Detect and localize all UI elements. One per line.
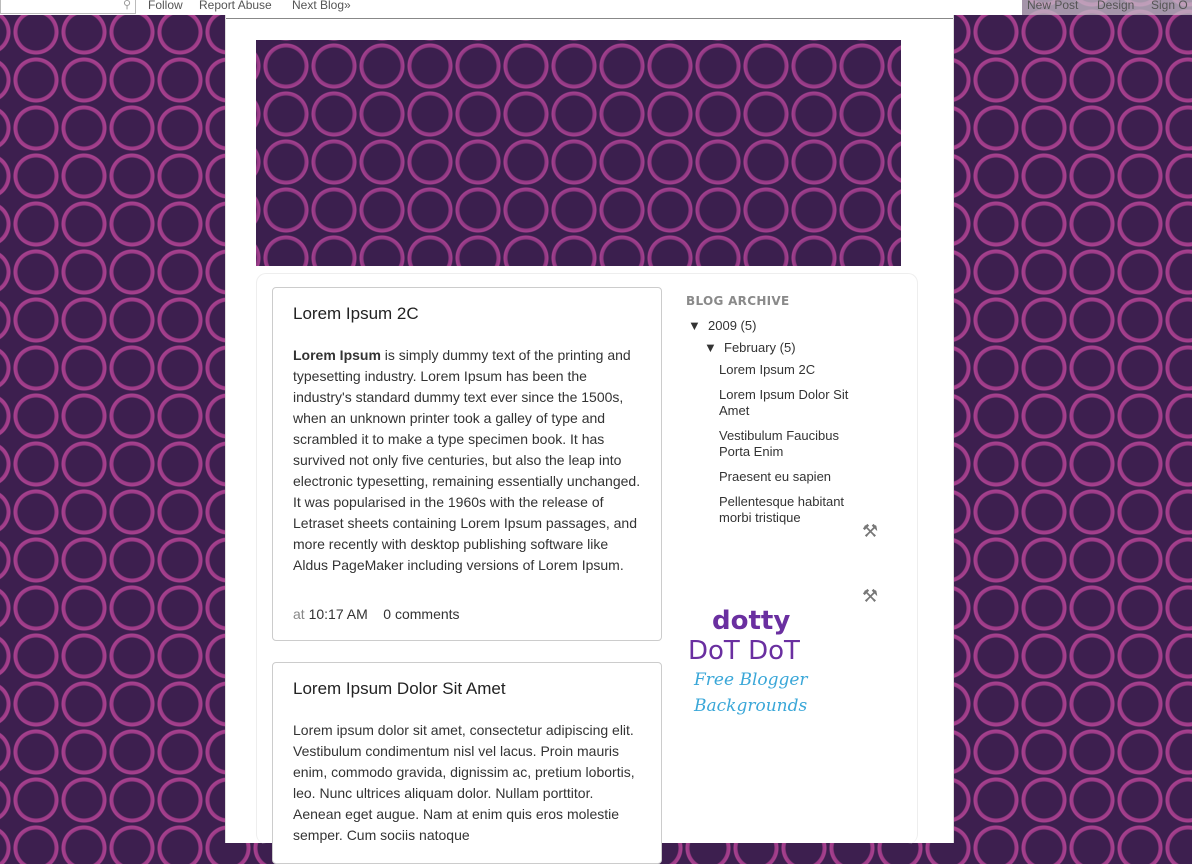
page-container	[225, 15, 954, 843]
archive-post-link[interactable]: Lorem Ipsum 2C	[719, 362, 816, 377]
edit-gadget-icon[interactable]: ⚒	[862, 586, 879, 606]
archive-post-link-label[interactable]: Vestibulum Faucibus Porta Enim	[719, 428, 839, 459]
logo-line-1: dotty	[712, 606, 791, 636]
archive-year-toggle[interactable]	[688, 318, 701, 333]
archive-month[interactable]	[724, 340, 796, 355]
post-body-text: is simply dummy text of the printing and typesetting industry. Lorem Ipsum has been the industry's standard dummy text ever since the 1500s, when an unknown printer took a galley of type and scrambled it to make a type specimen book. It has survived not only five centuries, but also the leap into electronic typesetting, remaining essentially unchanged. It was popularised in the 1960s with the release of Letraset sheets containing Lorem Ipsum passages, and more recently with desktop publishing software like Aldus PageMaker including versions of Lorem Ipsum.	[293, 347, 641, 573]
triangle-down-icon[interactable]: ▼	[704, 340, 717, 355]
post-comments-link[interactable]: 0 comments	[383, 606, 460, 622]
post-timestamp[interactable]: 10:17 AM	[308, 606, 368, 622]
post-body: Lorem ipsum dolor sit amet, consectetur adipiscing elit. Vestibulum condimentum nisl vel lacus. Proin mauris enim, commodo gravida, dignissim ac, pretium lobortis, leo. Nunc ultrices aliquam dolor. Nullam porttitor. Aenean eget augue. Nam at enim quis eros molestie semper. Cum sociis natoque	[293, 722, 635, 843]
post-footer	[293, 606, 460, 622]
archive-month-label[interactable]: February	[724, 340, 777, 355]
archive-month-toggle[interactable]	[704, 340, 717, 355]
post-title[interactable]: Lorem Ipsum Dolor Sit Amet	[293, 679, 506, 698]
search-input[interactable]	[0, 0, 136, 14]
archive-post-link[interactable]: Praesent eu sapien	[719, 469, 832, 484]
divider	[226, 18, 953, 19]
archive-post-link[interactable]	[719, 387, 869, 419]
report-abuse-link[interactable]: Report Abuse	[199, 0, 272, 12]
archive-year-label[interactable]: 2009	[708, 318, 737, 333]
archive-post-link[interactable]	[719, 428, 869, 460]
post-body-bold: Lorem Ipsum	[293, 347, 381, 363]
logo-line-2: DoT DoT	[688, 636, 800, 666]
post-title[interactable]: Lorem Ipsum 2C	[293, 304, 419, 323]
blog-post	[272, 662, 662, 864]
blog-post	[272, 287, 662, 641]
archive-month-count: (5)	[779, 340, 796, 355]
sign-out-link[interactable]: Sign O	[1151, 0, 1188, 12]
logo-line-3: Free Blogger	[694, 670, 808, 690]
edit-gadget-icon[interactable]: ⚒	[862, 521, 879, 541]
logo-graphic	[686, 603, 816, 723]
archive-year-count: (5)	[740, 318, 757, 333]
design-link[interactable]: Design	[1097, 0, 1135, 12]
blog-header-image[interactable]	[256, 40, 901, 266]
archive-post-link[interactable]	[719, 494, 869, 526]
navbar-right	[1022, 0, 1192, 15]
triangle-down-icon[interactable]: ▼	[688, 318, 701, 333]
post-footer-at: at	[293, 606, 305, 622]
search-icon[interactable]: ⚲	[122, 0, 131, 11]
archive-year[interactable]	[708, 318, 756, 333]
logo-line-4: Backgrounds	[694, 696, 808, 716]
navbar-left	[0, 0, 1022, 15]
dotty-dot-dot-logo[interactable]	[686, 603, 816, 723]
new-post-link[interactable]: New Post	[1027, 0, 1079, 12]
post-body	[293, 345, 643, 576]
archive-post-link-label[interactable]: Lorem Ipsum Dolor Sit Amet	[719, 387, 849, 418]
content-area	[256, 273, 918, 844]
follow-link[interactable]: Follow	[148, 0, 183, 12]
blog-archive-title: BLOG ARCHIVE	[686, 294, 790, 308]
next-blog-link[interactable]: Next Blog»	[292, 0, 351, 12]
blogger-navbar	[0, 0, 1192, 15]
archive-post-link-label[interactable]: Pellentesque habitant morbi tristique	[719, 494, 845, 525]
sidebar	[686, 291, 906, 308]
